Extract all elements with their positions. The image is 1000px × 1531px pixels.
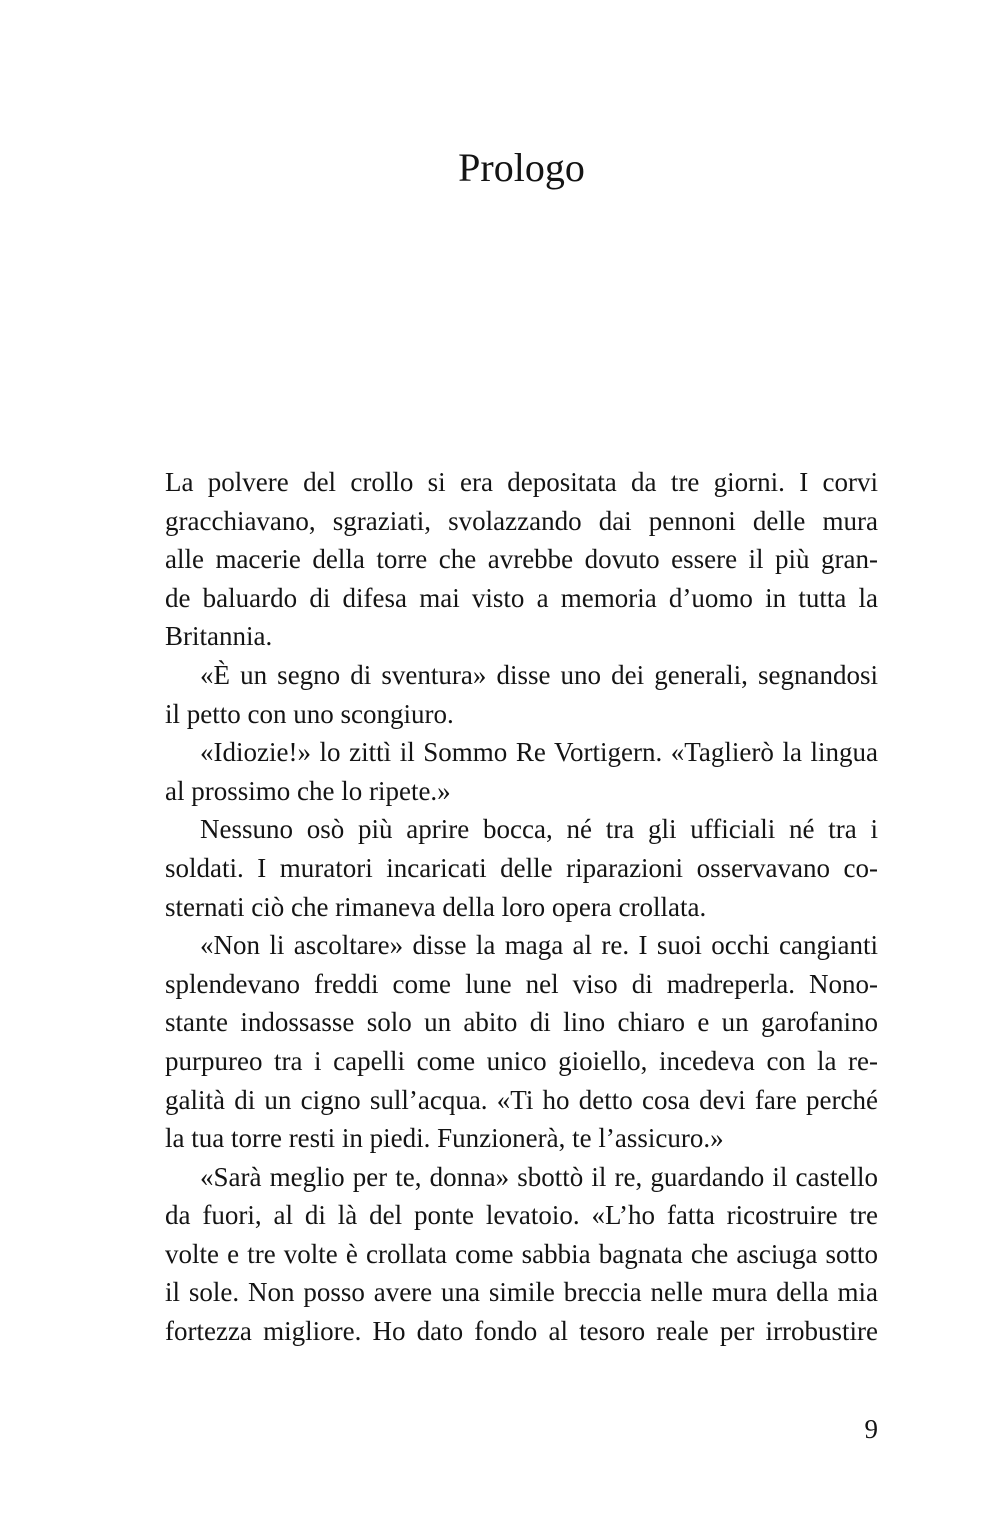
text-line: «È un segno di sventura» disse uno dei generali, segnandosi	[200, 659, 878, 690]
text-line: fortezza migliore. Ho dato fondo al tesoro reale per irrobustire	[165, 1316, 878, 1347]
text-line: gracchiavano, sgraziati, svolazzando dai pennoni delle mura	[165, 505, 878, 536]
text-line: galità di un cigno sull’acqua. «Ti ho detto cosa devi fare perché	[165, 1084, 878, 1115]
text-line: Britannia.	[165, 621, 273, 652]
text-line: «Non li ascoltare» disse la maga al re. I suoi occhi cangianti	[200, 930, 878, 961]
text-line: purpureo tra i capelli come unico gioiello, incedeva con la re-	[165, 1045, 878, 1076]
text-line: «Sarà meglio per te, donna» sbottò il re, guardando il castello	[200, 1161, 878, 1192]
text-line: il sole. Non posso avere una simile breccia nelle mura della mia	[165, 1277, 878, 1308]
text-line: al prossimo che lo ripete.»	[165, 775, 451, 806]
text-line: «Idiozie!» lo zittì il Sommo Re Vortigern. «Taglierò la lingua	[200, 737, 878, 768]
text-line: da fuori, al di là del ponte levatoio. «L’ho fatta ricostruire tre	[165, 1200, 878, 1231]
text-line: alle macerie della torre che avrebbe dovuto essere il più gran-	[165, 544, 878, 575]
text-line: de baluardo di difesa mai visto a memoria d’uomo in tutta la	[165, 582, 878, 613]
page-number: 9	[864, 1414, 878, 1444]
text-line: sternati ciò che rimaneva della loro opera crollata.	[165, 891, 707, 922]
text-line: La polvere del crollo si era depositata da tre giorni. I corvi	[165, 467, 878, 497]
text-line: soldati. I muratori incaricati delle riparazioni osservavano co-	[165, 852, 878, 883]
text-block	[165, 463, 878, 1351]
chapter-title: Prologo	[458, 145, 585, 190]
text-line: il petto con uno scongiuro.	[165, 698, 454, 729]
text-line: stante indossasse solo un abito di lino chiaro e un garofanino	[165, 1007, 878, 1038]
text-line: volte e tre volte è crollata come sabbia bagnata che asciuga sotto	[165, 1238, 878, 1269]
text-line: la tua torre resti in piedi. Funzionerà, te l’assicuro.»	[165, 1123, 724, 1154]
text-line: Nessuno osò più aprire bocca, né tra gli ufficiali né tra i	[200, 814, 878, 845]
text-line: splendevano freddi come lune nel viso di madreperla. Nono-	[165, 968, 878, 999]
